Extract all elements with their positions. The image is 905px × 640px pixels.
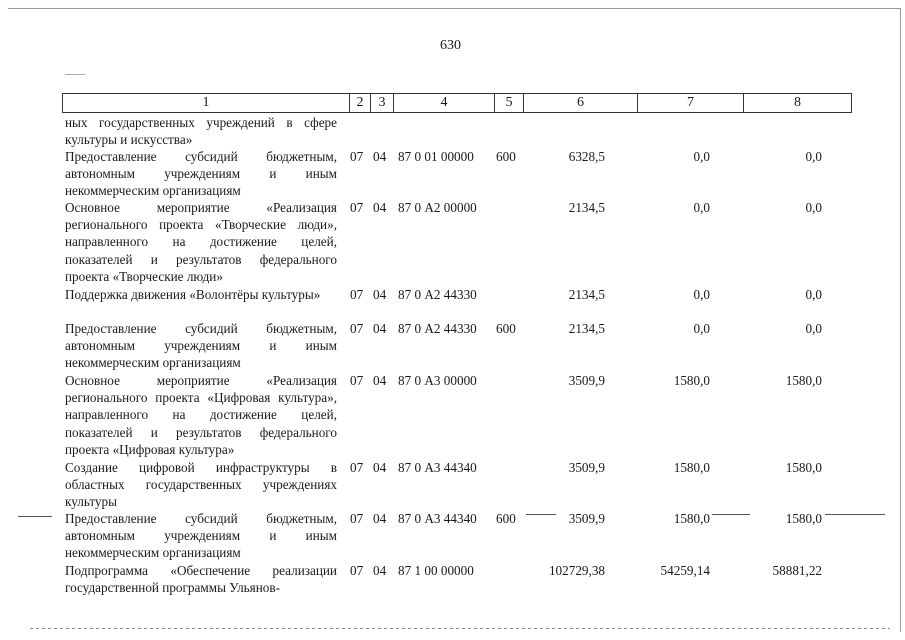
scan-mark (65, 74, 85, 75)
row-sum-7: 1580,0 (673, 460, 710, 475)
row-sum-6: 3509,9 (568, 373, 605, 388)
scan-mark (825, 514, 885, 515)
row-rz: 07 (350, 321, 364, 336)
row-sum-7: 1580,0 (673, 511, 710, 526)
row-sum-6: 3509,9 (568, 511, 605, 526)
row-pr: 04 (373, 321, 387, 336)
row-pr: 04 (373, 287, 387, 302)
header-col-3: 3 (378, 95, 386, 110)
scan-mark (526, 514, 556, 515)
row-name: Предоставление субсидий бюджетным, автономным учреждениям и иным некоммерческим организациям (65, 149, 337, 199)
row-sum-7: 0,0 (693, 287, 710, 302)
row-name: Создание цифровой инфраструктуры в областных государственных учреждениях культуры (65, 460, 337, 510)
row-sum-6: 2134,5 (568, 321, 605, 336)
row-rz: 07 (350, 149, 364, 164)
page-number: 630 (440, 38, 461, 53)
row-pr: 04 (373, 373, 387, 388)
row-sum-8: 1580,0 (785, 511, 822, 526)
header-col-4: 4 (440, 95, 448, 110)
row-rz: 07 (350, 287, 364, 302)
row-pr: 04 (373, 200, 387, 215)
row-pr: 04 (373, 563, 387, 578)
row-sum-8: 0,0 (805, 200, 822, 215)
row-csr: 87 0 А3 44340 (398, 511, 477, 526)
row-vr: 600 (496, 149, 516, 164)
header-col-5: 5 (505, 95, 513, 110)
row-sum-8: 1580,0 (785, 373, 822, 388)
row-csr: 87 0 А2 44330 (398, 321, 477, 336)
row-sum-7: 0,0 (693, 321, 710, 336)
bottom-dotted-line (30, 628, 890, 629)
row-pr: 04 (373, 511, 387, 526)
row-rz: 07 (350, 460, 364, 475)
row-rz: 07 (350, 373, 364, 388)
row-name: ных государственных учреждений в сфере культуры и искусства» (65, 115, 337, 148)
row-sum-6: 6328,5 (568, 149, 605, 164)
row-csr: 87 0 А3 44340 (398, 460, 477, 475)
row-sum-8: 0,0 (805, 287, 822, 302)
row-sum-7: 0,0 (693, 200, 710, 215)
row-csr: 87 0 01 00000 (398, 149, 474, 164)
header-col-8: 8 (794, 95, 801, 110)
row-name: Поддержка движения «Волонтёры культуры» (65, 287, 321, 302)
row-csr: 87 1 00 00000 (398, 563, 474, 578)
row-vr: 600 (496, 511, 516, 526)
row-sum-8: 0,0 (805, 149, 822, 164)
header-col-1: 1 (202, 95, 210, 110)
scan-mark (18, 516, 52, 517)
row-rz: 07 (350, 511, 364, 526)
row-sum-6: 2134,5 (568, 287, 605, 302)
row-sum-8: 58881,22 (772, 563, 822, 578)
row-pr: 04 (373, 149, 387, 164)
row-csr: 87 0 А3 00000 (398, 373, 477, 388)
row-name: Предоставление субсидий бюджетным, автономным учреждениям и иным некоммерческим организациям (65, 321, 337, 371)
row-sum-6: 3509,9 (568, 460, 605, 475)
row-csr: 87 0 А2 44330 (398, 287, 477, 302)
row-csr: 87 0 А2 00000 (398, 200, 477, 215)
row-sum-7: 0,0 (693, 149, 710, 164)
row-sum-6: 102729,38 (548, 563, 605, 578)
row-sum-8: 1580,0 (785, 460, 822, 475)
row-sum-6: 2134,5 (568, 200, 605, 215)
table-header (62, 93, 852, 113)
row-name: Подпрограмма «Обеспечение реализации государственной программы Ульянов- (65, 563, 337, 596)
row-sum-8: 0,0 (805, 321, 822, 336)
row-sum-7: 54259,14 (660, 563, 710, 578)
header-col-7: 7 (687, 95, 694, 110)
header-col-2: 2 (356, 95, 364, 110)
header-col-6: 6 (577, 95, 584, 110)
row-pr: 04 (373, 460, 387, 475)
scan-mark (712, 514, 750, 515)
row-name: Предоставление субсидий бюджетным, автономным учреждениям и иным некоммерческим организациям (65, 511, 337, 561)
row-sum-7: 1580,0 (673, 373, 710, 388)
row-vr: 600 (496, 321, 516, 336)
row-rz: 07 (350, 563, 364, 578)
row-name: Основное мероприятие «Реализация регионального проекта «Цифровая культура», направленного на достижение целей, показателей и результатов федерального проекта «Цифровая культура» (65, 373, 337, 457)
row-rz: 07 (350, 200, 364, 215)
row-name: Основное мероприятие «Реализация регионального проекта «Творческие люди», направленного на достижение целей, показателей и результатов федерального проекта «Творческие люди» (65, 200, 337, 284)
